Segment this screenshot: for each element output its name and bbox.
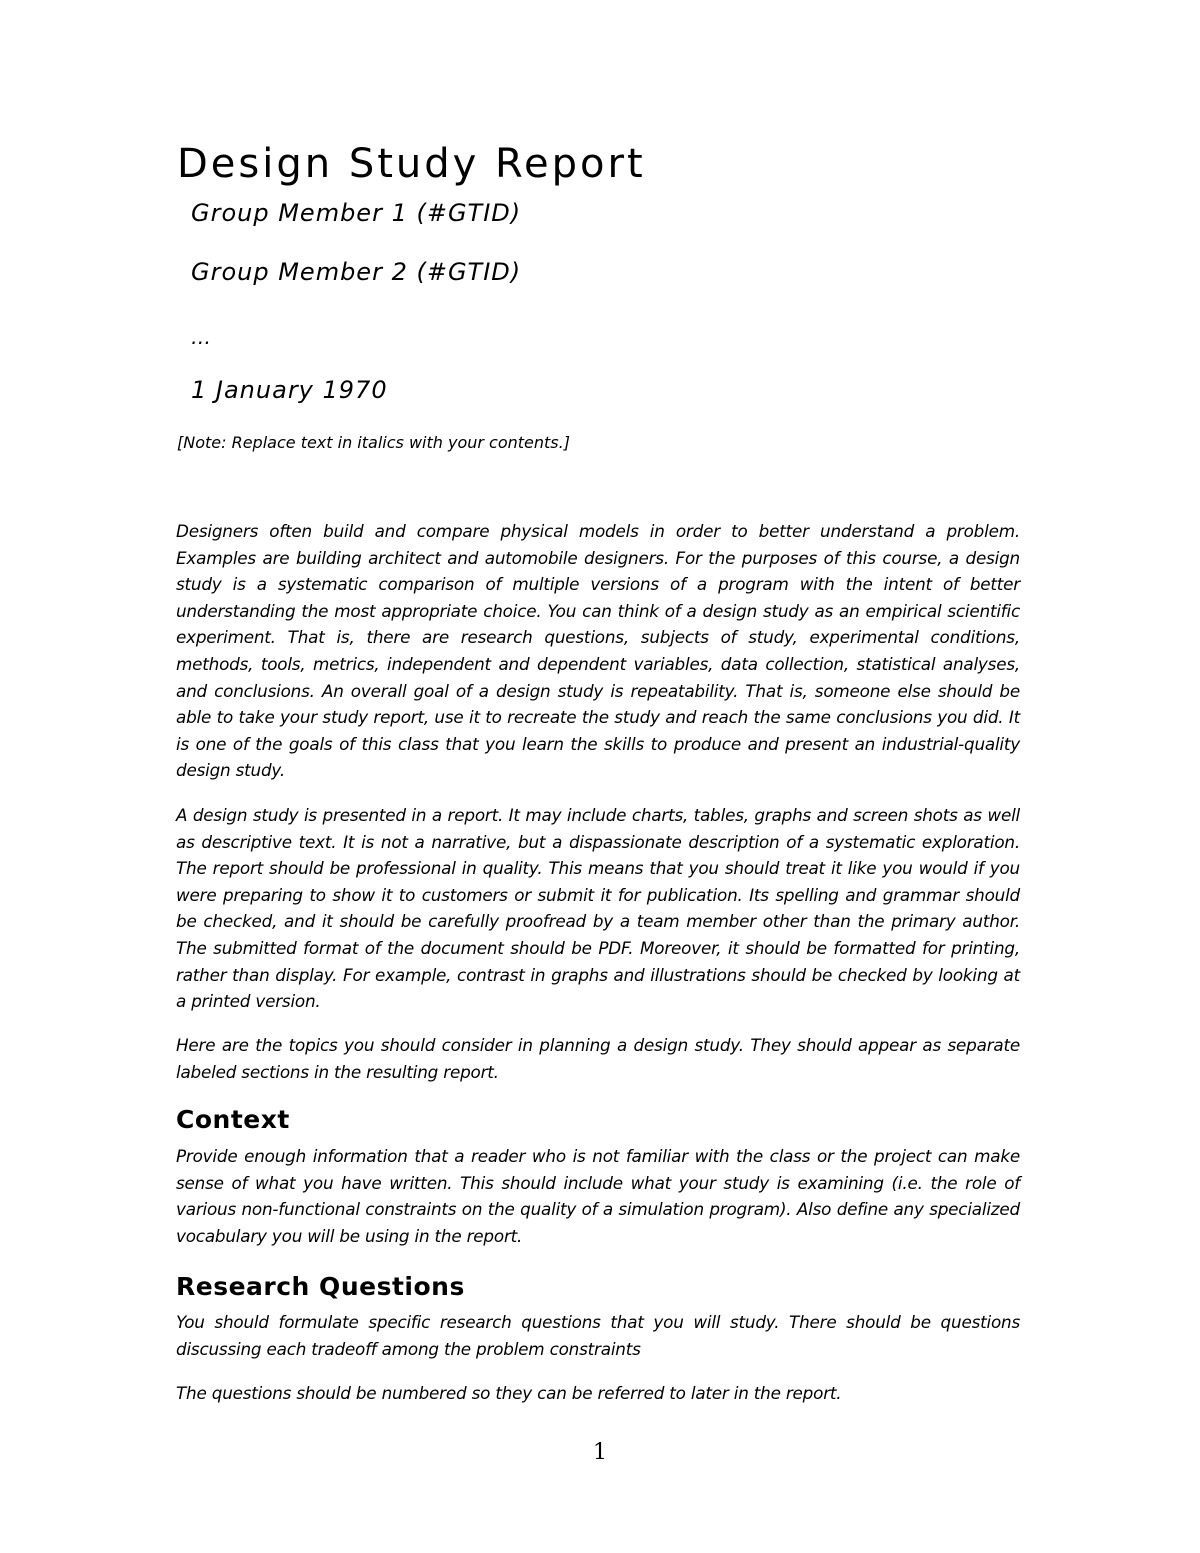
document-title: Design Study Report	[177, 141, 646, 187]
intro-paragraph-3: Here are the topics you should consider in planning a design study. They should appear as separate labeled sections in the resulting report.	[176, 1035, 1020, 1082]
research-questions-paragraph-2: The questions should be numbered so they can be referred to later in the report.	[176, 1383, 842, 1403]
page-number: 1	[593, 1440, 607, 1465]
report-date: 1 January 1970	[191, 376, 388, 404]
group-member-1: Group Member 1 (#GTID)	[191, 199, 522, 227]
context-paragraph: Provide enough information that a reader who is not familiar with the class or the project can make sense of what you have written. This should include what your study is examining (i.e. the role of various non-functional constraints on the quality of a simulation program). Also define any specialized vocabulary you will be using in the report.	[176, 1146, 1020, 1246]
replace-note: [Note: Replace text in italics with your contents.]	[177, 433, 570, 452]
intro-paragraph-1: Designers often build and compare physical models in order to better understand a problem. Examples are building architect and automobile designers. For the purposes of this course, a design study is a systematic comparison of multiple versions of a program with the intent of better understanding the most appropriate choice. You can think of a design study as an empirical scientific experiment. That is, there are research questions, subjects of study, experimental conditions, methods, tools, metrics, independent and dependent variables, data collection, statistical analyses, and conclusions. An overall goal of a design study is repeatability. That is, someone else should be able to take your study report, use it to recreate the study and reach the same conclusions you did. It is one of the goals of this class that you learn the skills to produce and present an industrial-quality design study.	[176, 521, 1020, 781]
group-member-ellipsis: …	[191, 325, 212, 349]
group-member-2: Group Member 2 (#GTID)	[191, 258, 522, 286]
intro-paragraph-2: A design study is presented in a report. It may include charts, tables, graphs and screen shots as well as descriptive text. It is not a narrative, but a dispassionate description of a systematic exploration. The report should be professional in quality. This means that you should treat it like you would if you were preparing to show it to customers or submit it for publication. Its spelling and grammar should be checked, and it should be carefully proofread by a team member other than the primary author. The submitted format of the document should be PDF. Moreover, it should be formatted for printing, rather than display. For example, contrast in graphs and illustrations should be checked by looking at a printed version.	[176, 805, 1020, 1012]
research-questions-paragraph-1: You should formulate specific research questions that you will study. There should be questions discussing each tradeoff among the problem constraints	[176, 1312, 1020, 1359]
section-heading-context: Context	[176, 1105, 290, 1134]
section-heading-research-questions: Research Questions	[176, 1272, 465, 1301]
